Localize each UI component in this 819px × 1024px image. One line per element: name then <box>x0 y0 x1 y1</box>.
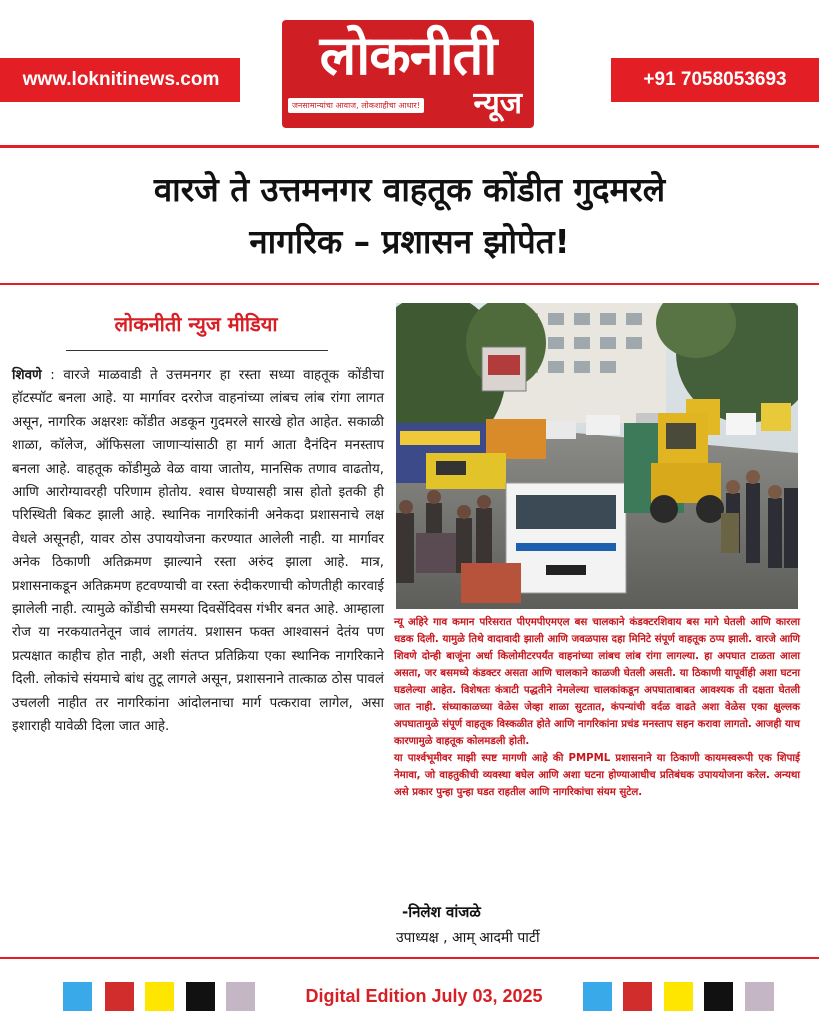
color-swatch-8 <box>664 982 693 1011</box>
byline: लोकनीती न्युज मीडिया <box>114 312 278 336</box>
phone-number[interactable]: +91 7058053693 <box>643 69 787 90</box>
headline-divider <box>0 283 819 285</box>
footer-divider <box>0 957 819 959</box>
signature-name: -निलेश वांजळे <box>402 903 481 921</box>
side-paragraph-2: या पार्श्वभूमीवर माझी स्पष्ट मागणी आहे की PMPML प्रशासनाने या ठिकाणी कायमस्वरूपी एक शिपाई नेमावा, जो वाहतुकीची व्यवस्था बघेल आणि अशा घटना होण्याआधीच प्रतिबंधक उपाययोजना करेल. अन्यथा असे प्रकार पुन्हा पुन्हा घडत राहतील आणि नागरिकांचा संयम सुटेल. <box>394 753 800 798</box>
color-swatch-9 <box>704 982 733 1011</box>
side-statement <box>394 614 800 801</box>
headline-line-2: नागरिक – प्रशासन झोपेत! <box>249 222 570 261</box>
color-swatch-4 <box>186 982 215 1011</box>
byline-divider <box>66 350 328 351</box>
color-swatch-1 <box>63 982 92 1011</box>
article-dateline: शिवणे <box>12 368 42 383</box>
phone-banner[interactable] <box>611 58 819 102</box>
header-divider <box>0 145 819 148</box>
logo <box>282 20 534 128</box>
article-body <box>12 364 384 739</box>
logo-sub-text: न्यूज <box>473 86 522 121</box>
color-swatch-2 <box>105 982 134 1011</box>
headline <box>40 164 779 268</box>
color-swatch-5 <box>226 982 255 1011</box>
color-swatch-6 <box>583 982 612 1011</box>
website-banner[interactable] <box>0 58 240 102</box>
traffic-photo-illustration <box>396 303 798 609</box>
side-paragraph-1: न्यू अहिरे गाव कमान परिसरात पीएमपीएमएल बस चालकाने कंडक्टरशिवाय बस मागे घेतली आणि कारला धडक दिली. यामुळे तिथे वादावादी झाली आणि जवळपास दहा मिनिटे संपूर्ण वाहतूक ठप्प झाली. वारजे आणि शिवणे दोन्ही बाजूंना अर्धा किलोमीटरपर्यंत वाहनांच्या लांबच लांब रांगा लागल्या. हा अपघात टाळता आला असता, जर बसमध्ये कंडक्टर असता आणि चालकाने काळजी घेतली असती. या ठिकाणी यापूर्वीही अशा घटना घडलेल्या आहेत. विशेषतः कंत्राटी पद्धतीने नेमलेल्या चालकांकडून अपघाताबाबत आवश्यक ती दक्षता घेतली जात नाही. संध्याकाळच्या वेळेस जेव्हा शाळा सुटतात, कंपन्यांची वर्दळ वाढते अशा वेळेस एका क्षुल्लक अपघातामुळे संपूर्ण वाहतूक विस्कळीत होते आणि नागरिकांना प्रचंड मनस्ताप सहन करावा लागतो. आजही याच कारणामुळे वाहतूक कोलमडली होती. <box>394 617 800 747</box>
website-url[interactable]: www.loknitinews.com <box>22 69 220 90</box>
color-swatch-7 <box>623 982 652 1011</box>
headline-line-1: वारजे ते उत्तमनगर वाहतूक कोंडीत गुदमरले <box>153 170 666 209</box>
logo-main-text: लोकनीती <box>319 24 497 87</box>
signature-role: उपाध्यक्ष , आम् आदमी पार्टी <box>396 930 540 946</box>
logo-tagline: जनसामान्यांचा आवाज, लोकशाहीचा आधार! <box>288 98 424 113</box>
edition-date: Digital Edition July 03, 2025 <box>305 986 543 1006</box>
traffic-photo <box>396 303 798 609</box>
color-swatch-3 <box>145 982 174 1011</box>
article-text: : वारजे माळवाडी ते उत्तमनगर हा रस्ता सध्या वाहतूक कोंडीचा हॉटस्पॉट बनला आहे. या मार्गावर दररोज वाहनांच्या लांबच लांब रांगा लागत असून, नागरिक अक्षरशः कोंडीत अडकून गुदमरले सारखे होत आहेत. सकाळी शाळा, कॉलेज, ऑफिसला जाणाऱ्यांसाठी हा मार्ग आता दैनंदिन मनस्ताप बनला आहे. वाहतूक कोंडीमुळे वेळ वाया जातोय, मानसिक तणाव वाढतोय, आणि आरोग्यावरही परिणाम होतोय. श्वास घेण्यासही त्रास होतो इतकी ही परिस्थिती बिकट झाली आहे. स्थानिक नागरिकांनी अनेकदा प्रशासनाचे लक्ष वेधले असूनही, यावर ठोस उपाययोजना करण्यात आलेली नाही. या मार्गावर अनेक ठिकाणी अतिक्रमण झाल्याने रस्ता अरुंद झाला आहे. मात्र, प्रशासनाकडून अतिक्रमण हटवण्याची वा रस्ता रुंदीकरणाची कोणतीही कारवाई झालेली नाही. त्यामुळे कोंडीची समस्या दिवसेंदिवस गंभीर बनत आहे. आम्हाला रोज या नरकयातनेतून जावं लागतंय. प्रशासन फक्त आश्वासनं देतंय पण प्रत्यक्षात काहीच होत नाही, अशी संतप्त प्रतिक्रिया एका स्थानिक नागरिकाने दिली. लोकांचे संयमाचे बांध तुटू लागले असून, प्रशासनाने तात्काळ ठोस पावलं उचलली नाहीत तर नागरिकांना आंदोलनाचा मार्ग पत्करावा लागेल, असा इशाराही यावेळी दिला जात आहे. <box>12 368 384 735</box>
color-swatch-10 <box>745 982 774 1011</box>
